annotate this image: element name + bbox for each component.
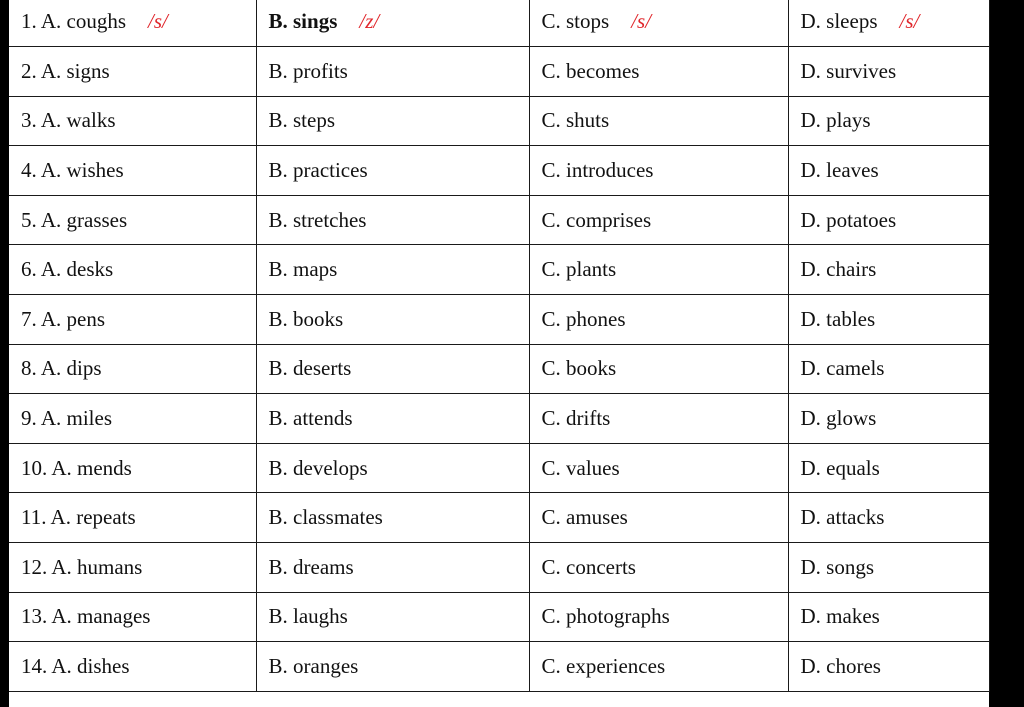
option-a-cell: 12. A. humans bbox=[9, 543, 256, 593]
option-a-cell: 2. A. signs bbox=[9, 47, 256, 97]
question-row-1 bbox=[9, 0, 989, 47]
option-a-cell: 9. A. miles bbox=[9, 394, 256, 444]
option-d-cell: D. attacks bbox=[788, 493, 989, 543]
option-c-cell: C. phones bbox=[529, 295, 788, 345]
ipa-annotation: /s/ bbox=[899, 9, 920, 34]
ipa-annotation: /s/ bbox=[148, 9, 168, 34]
option-b-cell: B. stretches bbox=[256, 195, 529, 245]
question-row-9 bbox=[9, 394, 989, 444]
option-b-cell bbox=[256, 0, 529, 47]
option-d-cell: D. glows bbox=[788, 394, 989, 444]
option-b-cell: B. dreams bbox=[256, 543, 529, 593]
option-d-cell: D. chores bbox=[788, 642, 989, 692]
option-b-cell: B. steps bbox=[256, 96, 529, 146]
option-a-cell: 13. A. manages bbox=[9, 592, 256, 642]
option-c-cell: C. becomes bbox=[529, 47, 788, 97]
option-c-cell: C. photographs bbox=[529, 592, 788, 642]
option-d-text: D. sleeps bbox=[800, 9, 878, 34]
question-row-6 bbox=[9, 245, 989, 295]
option-c-cell: C. books bbox=[529, 344, 788, 394]
option-d-cell: D. potatoes bbox=[788, 195, 989, 245]
option-c-cell: C. amuses bbox=[529, 493, 788, 543]
option-c-cell: C. plants bbox=[529, 245, 788, 295]
option-b-cell: B. practices bbox=[256, 146, 529, 196]
question-row-14 bbox=[9, 642, 989, 692]
option-b-cell: B. books bbox=[256, 295, 529, 345]
option-a-cell: 5. A. grasses bbox=[9, 195, 256, 245]
option-a-cell: 14. A. dishes bbox=[9, 642, 256, 692]
option-b-text: B. sings bbox=[268, 9, 338, 34]
option-b-cell: B. attends bbox=[256, 394, 529, 444]
option-d-cell: D. songs bbox=[788, 543, 989, 593]
option-c-cell: C. introduces bbox=[529, 146, 788, 196]
question-row-11 bbox=[9, 493, 989, 543]
option-b-cell: B. develops bbox=[256, 443, 529, 493]
option-a-cell: 6. A. desks bbox=[9, 245, 256, 295]
option-b-cell: B. deserts bbox=[256, 344, 529, 394]
question-row-4 bbox=[9, 146, 989, 196]
ipa-annotation: /s/ bbox=[631, 9, 652, 34]
option-d-cell: D. equals bbox=[788, 443, 989, 493]
pronunciation-table bbox=[9, 0, 990, 692]
question-row-5 bbox=[9, 195, 989, 245]
option-a-cell bbox=[9, 0, 256, 47]
option-d-cell: D. leaves bbox=[788, 146, 989, 196]
question-row-3 bbox=[9, 96, 989, 146]
option-d-cell: D. camels bbox=[788, 344, 989, 394]
option-c-cell: C. concerts bbox=[529, 543, 788, 593]
option-c-cell: C. comprises bbox=[529, 195, 788, 245]
option-b-cell: B. laughs bbox=[256, 592, 529, 642]
option-b-cell: B. maps bbox=[256, 245, 529, 295]
option-a-cell: 11. A. repeats bbox=[9, 493, 256, 543]
option-a-cell: 10. A. mends bbox=[9, 443, 256, 493]
option-c-text: C. stops bbox=[541, 9, 610, 34]
option-d-cell: D. tables bbox=[788, 295, 989, 345]
option-c-cell bbox=[529, 0, 788, 47]
option-a-cell: 4. A. wishes bbox=[9, 146, 256, 196]
question-row-13 bbox=[9, 592, 989, 642]
option-a-text: 1. A. coughs bbox=[21, 9, 126, 34]
option-c-cell: C. shuts bbox=[529, 96, 788, 146]
question-row-12 bbox=[9, 543, 989, 593]
question-row-7 bbox=[9, 295, 989, 345]
option-a-cell: 3. A. walks bbox=[9, 96, 256, 146]
option-d-cell: D. plays bbox=[788, 96, 989, 146]
option-b-cell: B. classmates bbox=[256, 493, 529, 543]
option-d-cell: D. survives bbox=[788, 47, 989, 97]
option-c-cell: C. experiences bbox=[529, 642, 788, 692]
option-c-cell: C. values bbox=[529, 443, 788, 493]
option-d-cell: D. makes bbox=[788, 592, 989, 642]
option-a-cell: 8. A. dips bbox=[9, 344, 256, 394]
question-row-8 bbox=[9, 344, 989, 394]
option-d-cell: D. chairs bbox=[788, 245, 989, 295]
question-row-10 bbox=[9, 443, 989, 493]
option-b-cell: B. profits bbox=[256, 47, 529, 97]
ipa-annotation: /z/ bbox=[359, 9, 380, 34]
worksheet-page bbox=[9, 0, 989, 707]
option-a-cell: 7. A. pens bbox=[9, 295, 256, 345]
option-d-cell bbox=[788, 0, 989, 47]
option-b-cell: B. oranges bbox=[256, 642, 529, 692]
question-row-2 bbox=[9, 47, 989, 97]
option-c-cell: C. drifts bbox=[529, 394, 788, 444]
